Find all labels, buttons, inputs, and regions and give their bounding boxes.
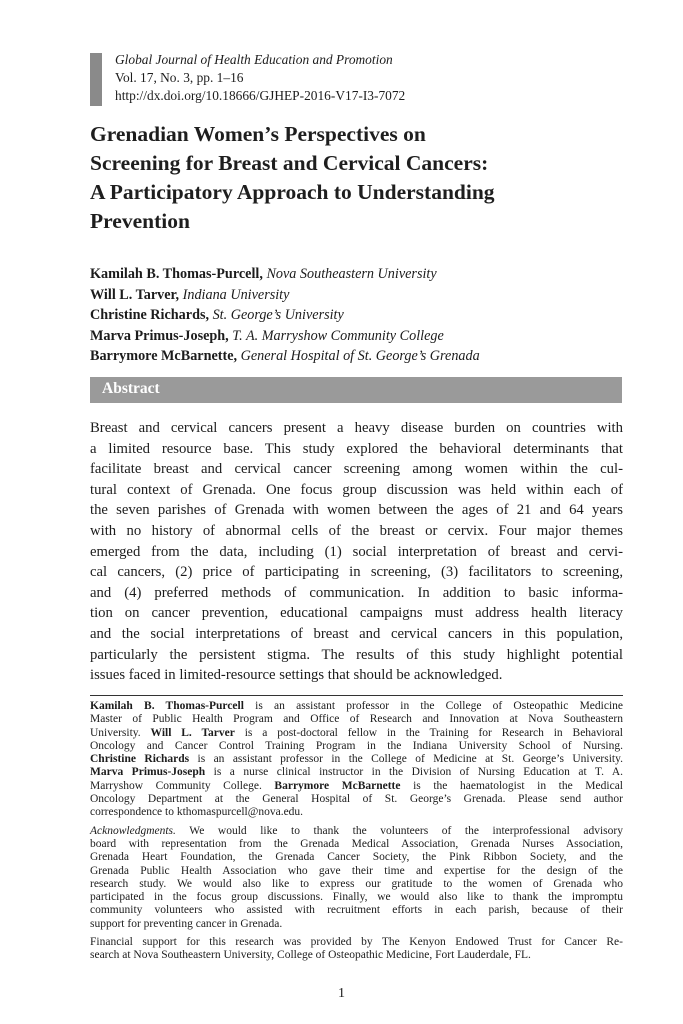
- abstract-line: tural context of Grenada. One focus group discussion was held within each of: [90, 481, 623, 498]
- bio-line: [90, 780, 623, 793]
- author-entry: [90, 346, 480, 367]
- author-list: [90, 264, 480, 367]
- author-name: Barrymore McBarnette,: [90, 348, 238, 364]
- bio-line: [90, 700, 623, 713]
- author-name: Christine Richards,: [90, 307, 210, 323]
- acknowledgments-label: Acknowledgments.: [90, 824, 176, 837]
- author-affiliation: T. A. Marryshow Community College: [232, 327, 444, 344]
- author-affiliation: General Hospital of St. George’s Grenada: [240, 348, 480, 364]
- funding-line: Financial support for this research was provided by The Kenyon Endowed Trust for Cancer Re-: [90, 936, 623, 949]
- bio-author-name: Christine Richards: [90, 753, 190, 766]
- journal-doi-link[interactable]: http://dx.doi.org/10.18666/GJHEP-2016-V17-I3-7072: [115, 88, 406, 103]
- title-line: Grenadian Women’s Perspectives on: [90, 122, 426, 146]
- bio-line: Oncology and Cancer Control Training Program in the Indiana University School of Nursing.: [90, 739, 623, 752]
- bio-line: [90, 727, 623, 740]
- funding-line: search at Nova Southeastern University, College of Osteopathic Medicine, Fort Lauderdale, FL.: [90, 949, 531, 962]
- abstract-line: the seven parishes of Grenada with women between the ages of 21 and 64 years: [90, 502, 623, 519]
- acknowledgments-line: research study. We would also like to express our gratitude to the women of Grenada who: [90, 877, 623, 890]
- bio-author-name: Kamilah B. Thomas-Purcell: [90, 700, 244, 712]
- author-entry: [90, 285, 480, 306]
- journal-name: Global Journal of Health Education and Promotion: [115, 52, 393, 67]
- acknowledgments-line: Grenada Public Health Association who gave their time and expertise for the design of the: [90, 864, 623, 877]
- footnotes: [90, 700, 623, 963]
- bio-text: is an assistant professor in the College of Osteopathic Medicine: [243, 700, 623, 712]
- abstract-heading-bar: [90, 377, 622, 403]
- bio-text: is a post-doctoral fellow in the Training for Research in Behavioral: [234, 726, 623, 739]
- author-entry: [90, 305, 480, 326]
- acknowledgments-line: [90, 825, 623, 838]
- author-affiliation: Indiana University: [182, 286, 290, 303]
- abstract-line: cal cancers, (2) price of participating in screening, (3) facilitators to screening,: [90, 564, 623, 581]
- abstract-line: and the social interpretations of breast and cervical cancers in this population,: [90, 625, 623, 642]
- bio-author-name: Marva Primus-Joseph: [90, 766, 206, 779]
- abstract-heading: Abstract: [102, 380, 160, 397]
- bio-text: is an assistant professor in the College of Medicine at St. George’s University.: [189, 753, 623, 766]
- acknowledgments-line: Grenada Heart Foundation, the Grenada Cancer Society, the Pink Ribbon Society, and the: [90, 851, 623, 864]
- author-affiliation: Nova Southeastern University: [266, 266, 437, 282]
- header-accent-bar: [90, 53, 102, 106]
- footnote-divider: [90, 695, 623, 696]
- bio-text: Marryshow Community College.: [90, 779, 275, 792]
- author-entry: [90, 326, 480, 347]
- title-line: Prevention: [90, 209, 190, 233]
- acknowledgments-line: community volunteers who assisted with recruitment efforts in each parish, because of their: [90, 904, 623, 917]
- abstract-text: [90, 418, 623, 686]
- title-line: A Participatory Approach to Understanding: [90, 180, 495, 204]
- abstract-line: a limited resource base. This study explored the behavioral determinants that: [90, 440, 623, 457]
- bio-line: [90, 753, 623, 766]
- abstract-line: tion on cancer prevention, educational campaigns must address health literacy: [90, 605, 623, 622]
- author-entry: [90, 264, 480, 285]
- bio-line: [90, 766, 623, 779]
- journal-volume: Vol. 17, No. 3, pp. 1–16: [115, 70, 244, 85]
- abstract-line: with no history of abnormal cells of the breast or cervix. Four major themes: [90, 522, 623, 539]
- journal-header: [115, 51, 405, 105]
- title-line: Screening for Breast and Cervical Cancers:: [90, 151, 489, 175]
- bio-author-name: Barrymore McBarnette: [274, 779, 401, 792]
- article-title: [90, 120, 620, 236]
- acknowledgments-line: board with representation from the Grenada Medical Association, Grenada Nurses Association,: [90, 837, 623, 850]
- bio-line: correspondence to kthomaspurcell@nova.edu.: [90, 806, 304, 819]
- acknowledgments-line: participated in the focus group discussions. Finally, we would also like to thank the impromptu: [90, 891, 623, 904]
- abstract-line: particularly the persistent stigma. The results of this study highlight potential: [90, 646, 623, 663]
- bio-text: University.: [90, 726, 151, 739]
- abstract-line: issues faced in limited-resource settings that should be acknowledged.: [90, 667, 503, 684]
- bio-text: is a nurse clinical instructor in the Division of Nursing Education at T. A.: [205, 766, 624, 779]
- abstract-line: Breast and cervical cancers present a heavy disease burden on countries with: [90, 420, 623, 436]
- abstract-line: and (4) preferred methods of communication. In addition to basic informa-: [90, 584, 623, 601]
- page-number: 1: [338, 986, 345, 1001]
- abstract-line: emerged from the data, including (1) social interpretation of breast and cervi-: [90, 543, 623, 560]
- bio-author-name: Will L. Tarver: [150, 726, 235, 739]
- author-name: Kamilah B. Thomas-Purcell,: [90, 266, 263, 282]
- acknowledgments-line: support for preventing cancer in Grenada.: [90, 917, 283, 930]
- bio-line: Master of Public Health Program and Office of Research and Innovation at Nova Southeastern: [90, 713, 623, 726]
- author-name: Will L. Tarver,: [90, 286, 180, 303]
- abstract-line: facilitate breast and cervical cancer screening among women within the cul-: [90, 461, 623, 478]
- bio-line: Oncology Department at the General Hospital of St. George’s Grenada. Please send author: [90, 793, 623, 806]
- author-affiliation: St. George’s University: [212, 307, 344, 323]
- bio-text: is the haematologist in the Medical: [400, 779, 623, 792]
- acknowledgments-text: We would like to thank the volunteers of the interprofessional advisory: [175, 824, 623, 837]
- author-name: Marva Primus-Joseph,: [90, 327, 229, 344]
